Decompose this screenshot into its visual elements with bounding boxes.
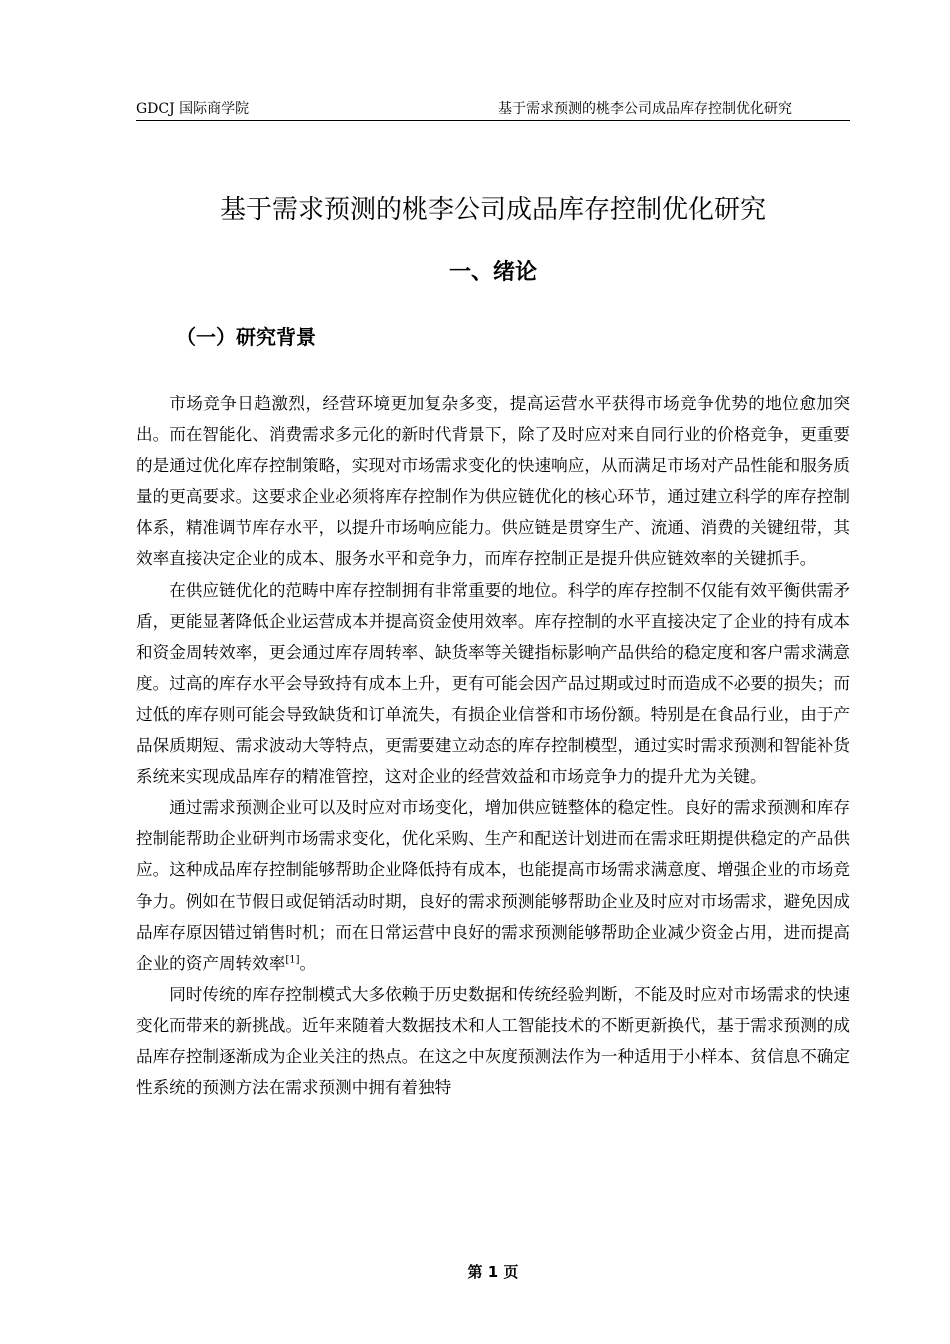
paragraph-2: 在供应链优化的范畴中库存控制拥有非常重要的地位。科学的库存控制不仅能有效平衡供需矛盾，更能显著降低企业运营成本并提高资金使用效率。库存控制的水平直接决定了企业的持有成本和资金周转效率，更会通过库存周转率、缺货率等关键指标影响产品供给的稳定度和客户需求满意度。过高的库存水平会导致持有成本上升，更有可能会因产品过期或过时而造成不必要的损失；而过低的库存则可能会导致缺货和订单流失，有损企业信誉和市场份额。特别是在食品行业，由于产品保质期短、需求波动大等特点，更需要建立动态的库存控制模型，通过实时需求预测和智能补货系统来实现成品库存的精准管控，这对企业的经营效益和市场竞争力的提升尤为关键。 <box>136 580 850 787</box>
paper-title: 基于需求预测的桃李公司成品库存控制优化研究 <box>219 195 766 225</box>
paragraph-3 <box>136 792 850 979</box>
paragraph-1: 市场竞争日趋激烈，经营环境更加复杂多变，提高运营水平获得市场竞争优势的地位愈加突出。而在智能化、消费需求多元化的新时代背景下，除了及时应对来自同行业的价格竞争，更重要的是通过优化库存控制策略，实现对市场需求变化的快速响应，从而满足市场对产品性能和服务质量的更高要求。这要求企业必须将库存控制作为供应链优化的核心环节，通过建立科学的库存控制体系，精准调节库存水平，以提升市场响应能力。供应链是贯穿生产、流通、消费的关键纽带，其效率直接决定企业的成本、服务水平和竞争力，而库存控制正是提升供应链效率的关键抓手。 <box>136 394 850 569</box>
subsection-heading: （一）研究背景 <box>176 325 316 349</box>
header-institution: GDCJ 国际商学院 <box>136 101 250 117</box>
section-heading: 一、绪论 <box>448 260 537 285</box>
page-number: 第 1 页 <box>467 1263 519 1281</box>
paragraph-3-text: 通过需求预测企业可以及时应对市场变化，增加供应链整体的稳定性。良好的需求预测和库存控制能帮助企业研判市场需求变化，优化采购、生产和配送计划进而在需求旺期提供稳定的产品供应。这种成品库存控制能够帮助企业降低持有成本，也能提高市场需求满意度、增强企业的市场竞争力。例如在节假日或促销活动时期，良好的需求预测能够帮助企业及时应对市场需求，避免因成品库存原因错过销售时机；而在日常运营中良好的需求预测能够帮助企业减少资金占用，进而提高企业的资产周转效率 <box>136 798 850 973</box>
paragraph-4: 同时传统的库存控制模式大多依赖于历史数据和传统经验判断，不能及时应对市场需求的快速变化而带来的新挑战。近年来随着大数据技术和人工智能技术的不断更新换代，基于需求预测的成品库存控制逐渐成为企业关注的热点。在这之中灰度预测法作为一种适用于小样本、贫信息不确定性系统的预测方法在需求预测中拥有着独特 <box>136 984 850 1098</box>
paragraph-3-end: 。 <box>299 953 317 973</box>
page-header <box>136 100 850 121</box>
citation-marker: [1] <box>285 954 300 966</box>
header-paper-title: 基于需求预测的桃李公司成品库存控制优化研究 <box>498 101 792 117</box>
body-text <box>136 388 850 1103</box>
